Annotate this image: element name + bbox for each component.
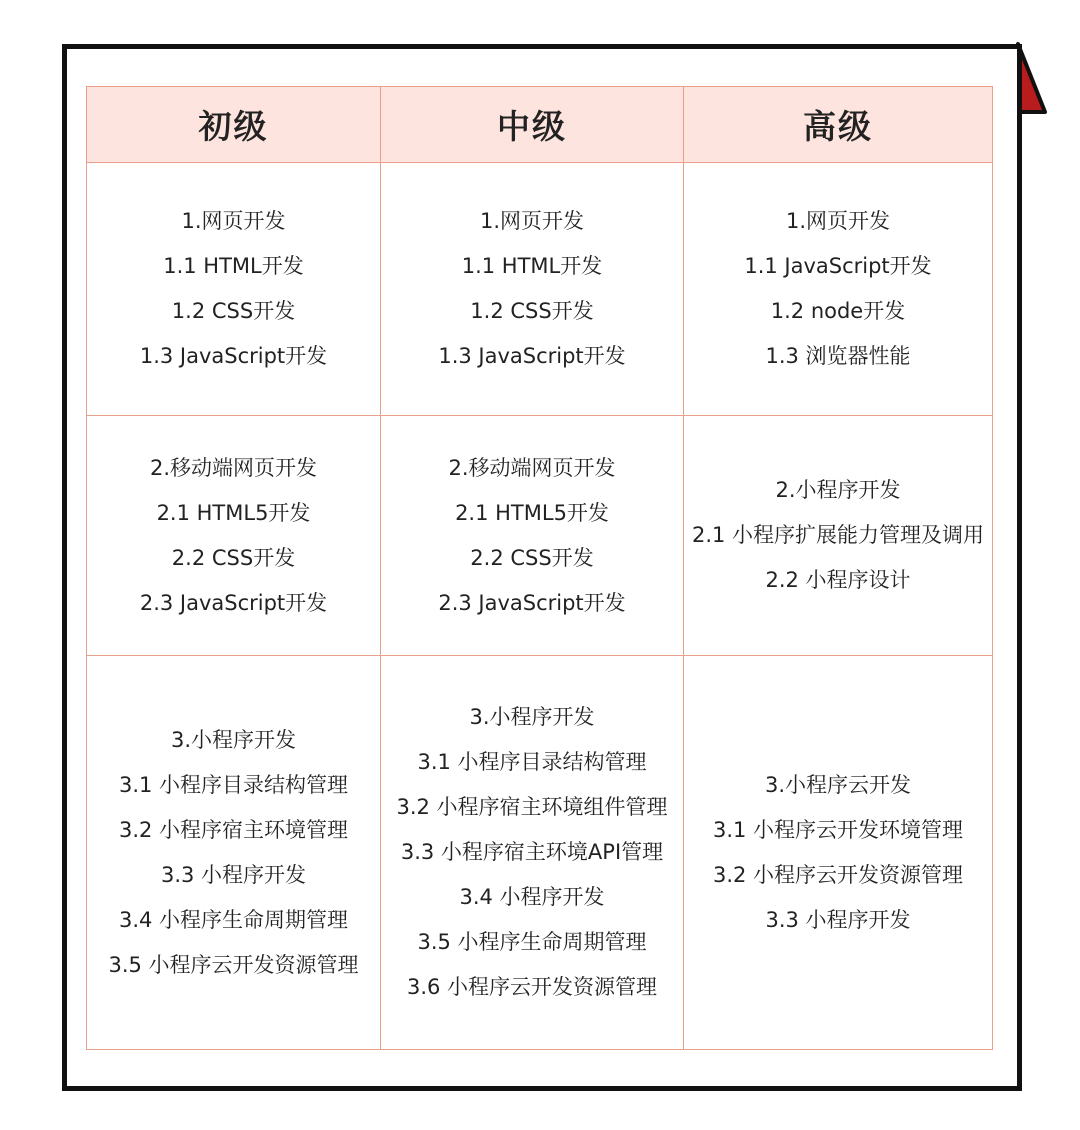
- cell-line: 3.4 小程序生命周期管理: [118, 907, 349, 932]
- cell-line: 1.网页开发: [181, 209, 286, 233]
- table-cell: [381, 416, 684, 656]
- curriculum-table: [86, 86, 993, 1050]
- cell-line: 3.6 小程序云开发资源管理: [406, 975, 658, 999]
- cell-line: 2.1 小程序扩展能力管理及调用: [691, 523, 985, 547]
- header-row: [87, 87, 993, 163]
- cell-line: 1.1 HTML开发: [461, 254, 603, 278]
- cell-line: 3.3 小程序开发: [160, 862, 307, 887]
- cell-line: 3.1 小程序目录结构管理: [417, 750, 647, 774]
- cell-line: 3.1 小程序目录结构管理: [118, 772, 349, 797]
- cell-line: 3.小程序开发: [469, 705, 595, 729]
- table-cell: [87, 416, 381, 656]
- cell-line: 3.小程序开发: [170, 727, 297, 752]
- cell-line: 2.2 小程序设计: [765, 568, 911, 592]
- cell-line: 1.1 JavaScript开发: [744, 254, 932, 278]
- table-row: [87, 656, 993, 1050]
- cell-line: 2.2 CSS开发: [171, 545, 296, 570]
- cell-line: 2.移动端网页开发: [149, 455, 318, 480]
- cell-line: 2.小程序开发: [775, 478, 901, 502]
- cell-line: 2.移动端网页开发: [448, 455, 616, 480]
- header-beginner: 初级: [87, 87, 381, 163]
- table-cell: [87, 163, 381, 416]
- table-cell: [684, 656, 993, 1050]
- cell-line: 2.3 JavaScript开发: [438, 590, 626, 615]
- cell-line: 1.3 JavaScript开发: [139, 344, 328, 368]
- cell-line: 1.1 HTML开发: [163, 254, 304, 278]
- cell-line: 1.3 JavaScript开发: [438, 344, 626, 368]
- table-row: [87, 163, 993, 416]
- table-cell: [381, 656, 684, 1050]
- header-intermediate: 中级: [381, 87, 684, 163]
- cell-line: 1.3 浏览器性能: [765, 344, 911, 368]
- cell-line: 3.4 小程序开发: [459, 885, 605, 909]
- cell-line: 3.2 小程序宿主环境组件管理: [396, 795, 668, 819]
- cell-line: 3.小程序云开发: [764, 772, 912, 797]
- cell-line: 1.网页开发: [479, 209, 585, 233]
- cell-line: 3.5 小程序生命周期管理: [417, 930, 647, 954]
- cell-line: 1.2 CSS开发: [171, 299, 296, 323]
- table-cell: [684, 416, 993, 656]
- cell-line: 1.网页开发: [785, 209, 891, 233]
- cell-line: 3.5 小程序云开发资源管理: [108, 952, 359, 977]
- cell-line: 3.2 小程序宿主环境管理: [118, 817, 349, 842]
- cell-line: 2.1 HTML5开发: [156, 500, 311, 525]
- cell-line: 1.2 CSS开发: [470, 299, 594, 323]
- cell-line: 3.1 小程序云开发环境管理: [712, 817, 964, 842]
- cell-line: 2.3 JavaScript开发: [139, 590, 328, 615]
- table-cell: [381, 163, 684, 416]
- cell-line: 1.2 node开发: [770, 299, 906, 323]
- table-row: [87, 416, 993, 656]
- table-cell: [87, 656, 381, 1050]
- cell-line: 3.3 小程序开发: [765, 907, 911, 932]
- cell-line: 3.3 小程序宿主环境API管理: [400, 840, 664, 864]
- cell-line: 2.1 HTML5开发: [455, 500, 609, 525]
- cell-line: 2.2 CSS开发: [470, 545, 594, 570]
- cell-line: 3.2 小程序云开发资源管理: [712, 862, 964, 887]
- header-advanced: 高级: [684, 87, 993, 163]
- table-cell: [684, 163, 993, 416]
